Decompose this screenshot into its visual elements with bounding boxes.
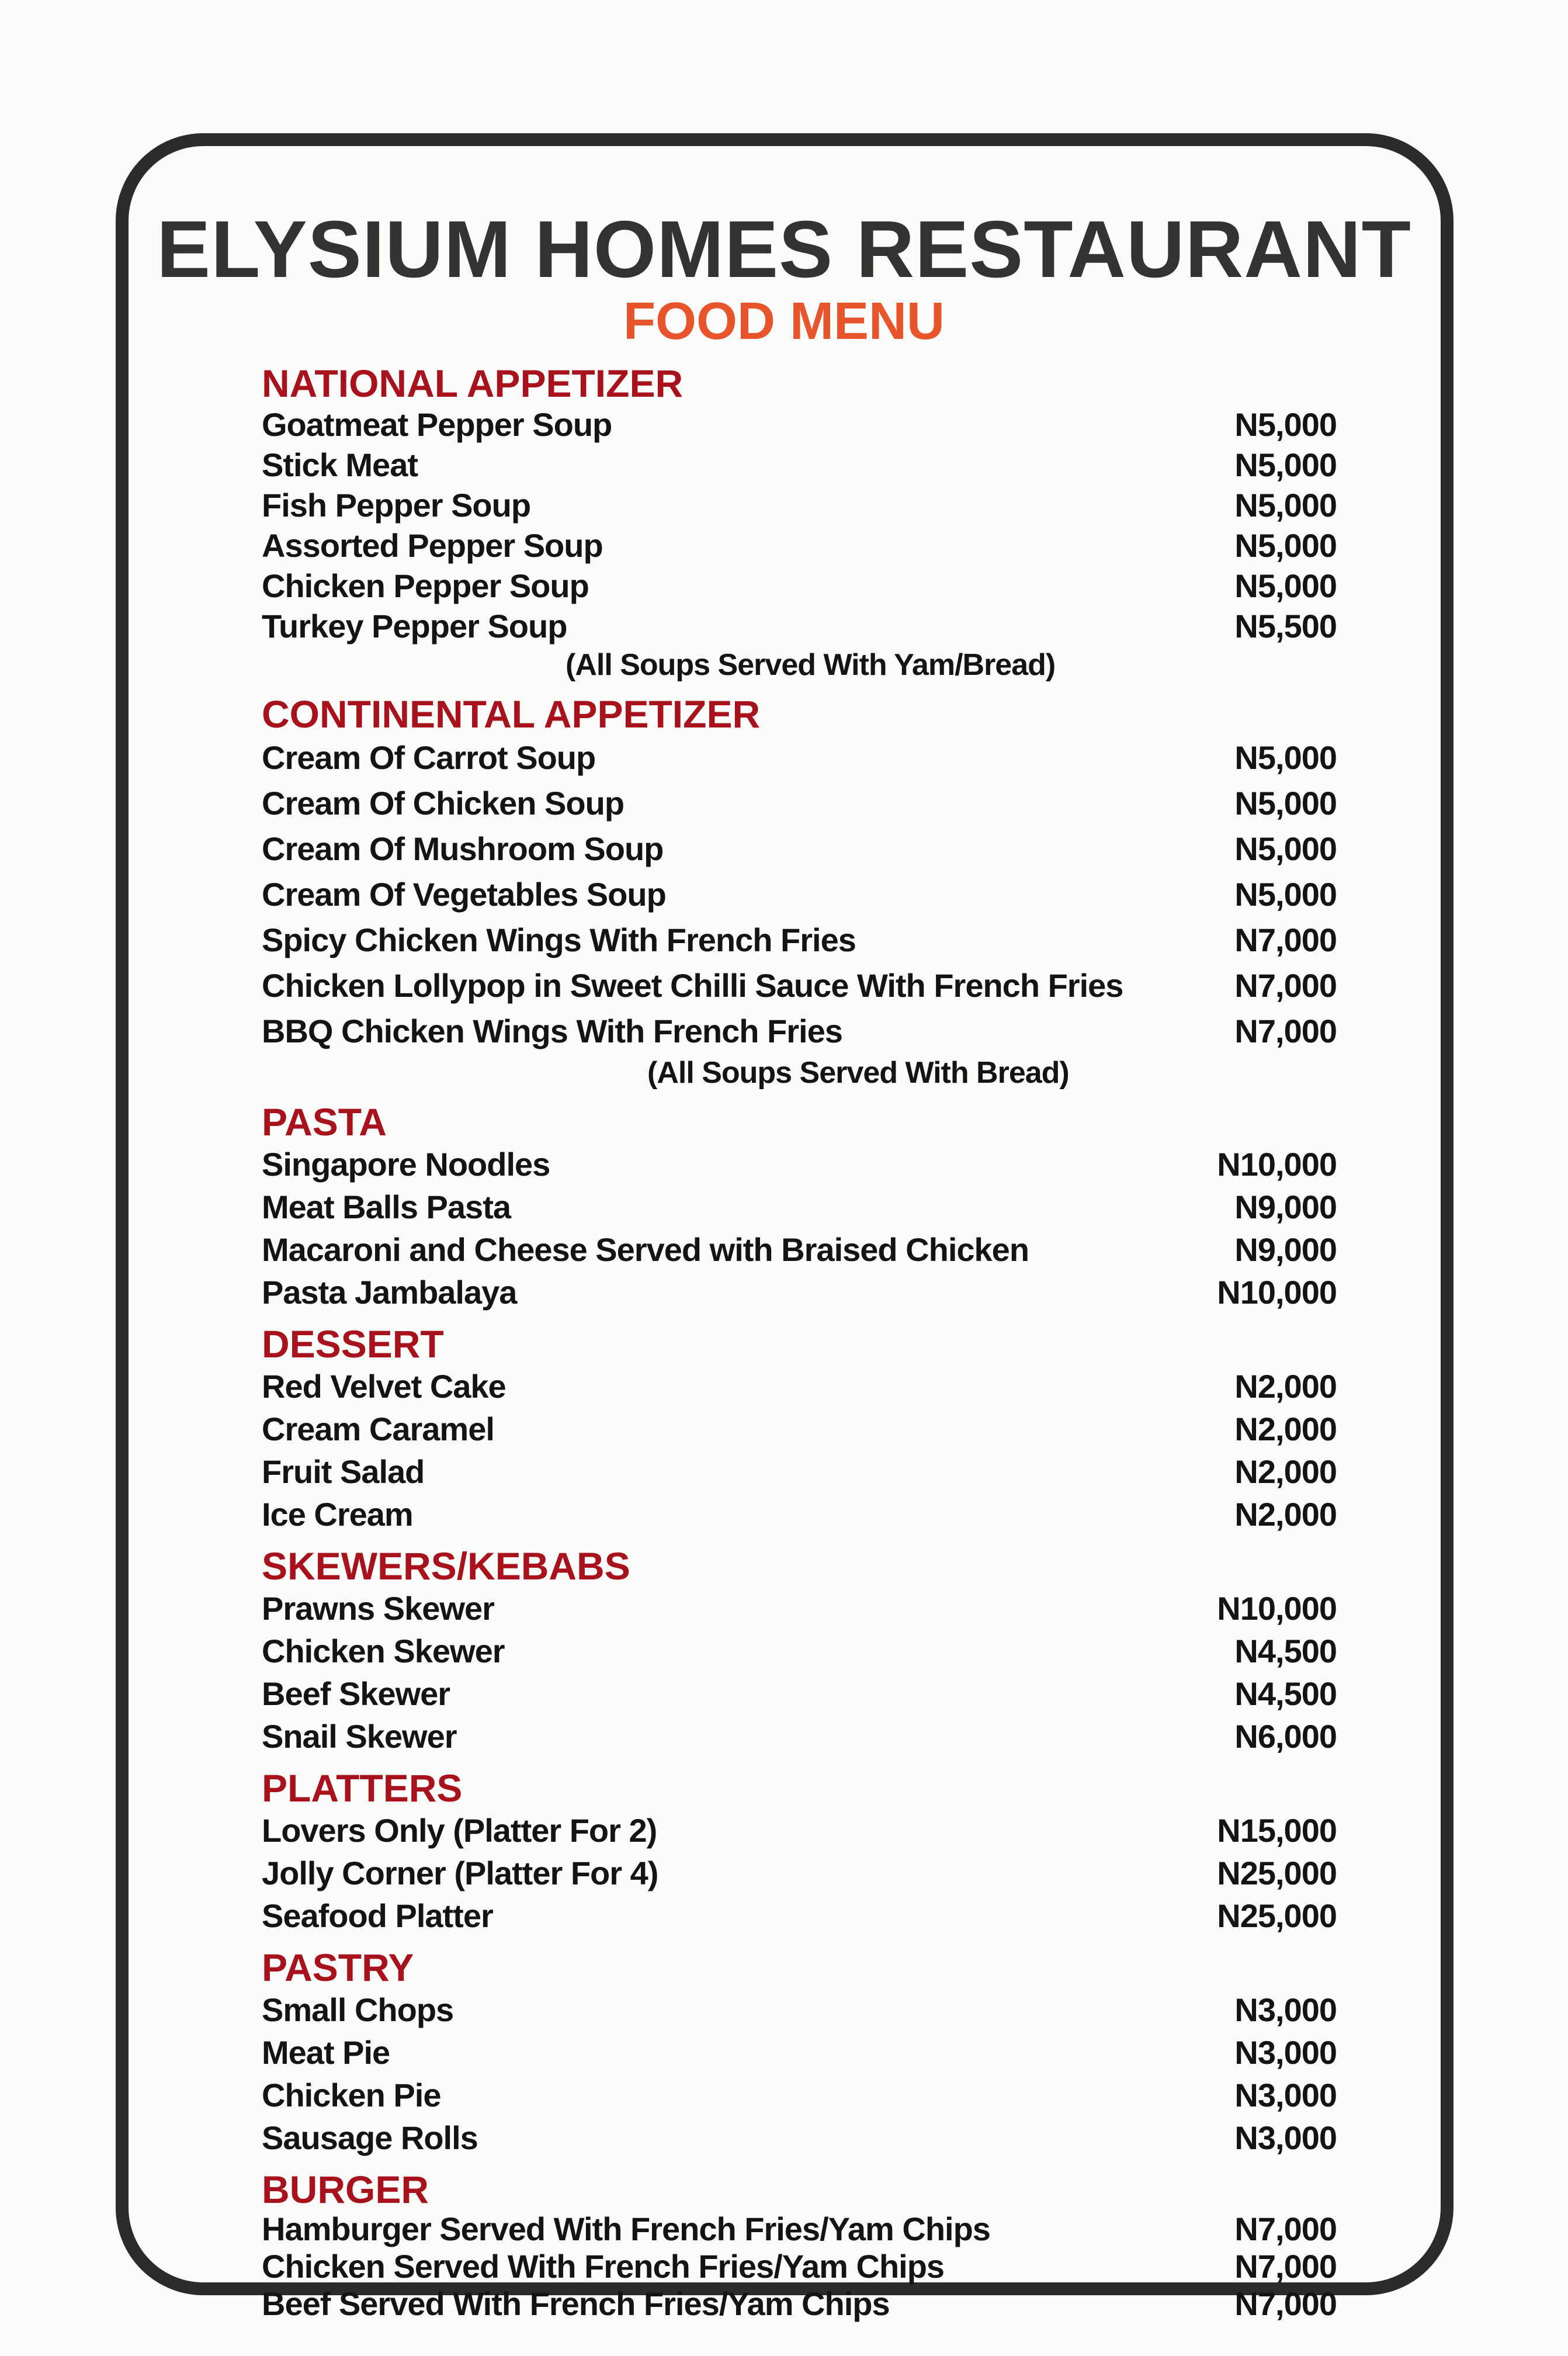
item-price: N10,000 bbox=[1217, 1146, 1337, 1183]
menu-item bbox=[262, 1009, 1337, 1054]
item-price: N9,000 bbox=[1234, 1231, 1337, 1268]
item-price: N7,000 bbox=[1234, 2285, 1337, 2322]
item-price: N25,000 bbox=[1217, 1855, 1337, 1891]
item-name: Hamburger Served With French Fries/Yam Chips bbox=[262, 2211, 990, 2247]
item-name: Macaroni and Cheese Served with Braised Chicken bbox=[262, 1231, 1029, 1268]
item-name: Red Velvet Cake bbox=[262, 1368, 506, 1405]
menu-item bbox=[262, 606, 1337, 646]
menu-item bbox=[262, 2074, 1337, 2116]
section-title: DESSERT bbox=[262, 1322, 444, 1366]
section-title: PLATTERS bbox=[262, 1766, 463, 1810]
item-name: Singapore Noodles bbox=[262, 1146, 550, 1183]
restaurant-title: ELYSIUM HOMES RESTAURANT bbox=[157, 205, 1411, 294]
menu-item bbox=[262, 485, 1337, 525]
menu-item bbox=[262, 2248, 1337, 2285]
item-name: BBQ Chicken Wings With French Fries bbox=[262, 1013, 842, 1049]
item-name: Cream Of Vegetables Soup bbox=[262, 876, 666, 913]
item-price: N10,000 bbox=[1217, 1274, 1337, 1311]
item-price: N2,000 bbox=[1234, 1453, 1337, 1490]
item-name: Prawns Skewer bbox=[262, 1590, 494, 1627]
menu-item bbox=[262, 1672, 1337, 1715]
item-name: Cream Of Mushroom Soup bbox=[262, 830, 664, 867]
menu-list bbox=[262, 362, 1337, 2322]
item-price: N7,000 bbox=[1234, 967, 1337, 1004]
menu-item bbox=[262, 1894, 1337, 1937]
menu-section bbox=[262, 1323, 1337, 1536]
item-name: Ice Cream bbox=[262, 1496, 413, 1533]
item-price: N5,000 bbox=[1234, 527, 1337, 564]
item-price: N5,000 bbox=[1234, 567, 1337, 604]
item-name: Spicy Chicken Wings With French Fries bbox=[262, 921, 856, 958]
item-price: N7,000 bbox=[1234, 2248, 1337, 2285]
menu-section bbox=[262, 693, 1337, 1092]
item-name: Pasta Jambalaya bbox=[262, 1274, 517, 1311]
item-price: N5,000 bbox=[1234, 830, 1337, 867]
item-price: N3,000 bbox=[1234, 2077, 1337, 2114]
item-price: N10,000 bbox=[1217, 1590, 1337, 1627]
item-name: Cream Of Carrot Soup bbox=[262, 739, 596, 776]
menu-section bbox=[262, 2168, 1337, 2323]
menu-item bbox=[262, 525, 1337, 566]
section-title: PASTRY bbox=[262, 1946, 414, 1989]
item-price: N25,000 bbox=[1217, 1897, 1337, 1934]
item-price: N3,000 bbox=[1234, 2119, 1337, 2156]
item-price: N7,000 bbox=[1234, 921, 1337, 958]
item-price: N5,000 bbox=[1234, 739, 1337, 776]
menu-item bbox=[262, 917, 1337, 963]
menu-section bbox=[262, 1946, 1337, 2159]
item-name: Snail Skewer bbox=[262, 1718, 457, 1755]
item-name: Chicken Pie bbox=[262, 2077, 441, 2114]
menu-item bbox=[262, 1587, 1337, 1630]
menu-item bbox=[262, 2285, 1337, 2323]
section-title: CONTINENTAL APPETIZER bbox=[262, 692, 761, 736]
menu-subtitle: FOOD MENU bbox=[623, 292, 945, 351]
section-title: PASTA bbox=[262, 1100, 387, 1144]
item-price: N5,000 bbox=[1234, 406, 1337, 443]
item-name: Meat Balls Pasta bbox=[262, 1189, 511, 1225]
item-name: Beef Served With French Fries/Yam Chips bbox=[262, 2285, 890, 2322]
item-name: Cream Of Chicken Soup bbox=[262, 785, 625, 822]
item-price: N2,000 bbox=[1234, 1368, 1337, 1405]
menu-item bbox=[262, 2211, 1337, 2248]
item-price: N3,000 bbox=[1234, 1991, 1337, 2028]
section-title: SKEWERS/KEBABS bbox=[262, 1544, 630, 1588]
item-price: N3,000 bbox=[1234, 2034, 1337, 2071]
section-title: BURGER bbox=[262, 2168, 429, 2211]
menu-item bbox=[262, 1186, 1337, 1228]
menu-section bbox=[262, 1767, 1337, 1937]
menu-section bbox=[262, 362, 1337, 684]
item-price: N9,000 bbox=[1234, 1189, 1337, 1225]
item-price: N2,000 bbox=[1234, 1411, 1337, 1447]
item-name: Small Chops bbox=[262, 1991, 454, 2028]
item-price: N7,000 bbox=[1234, 2211, 1337, 2247]
section-title: NATIONAL APPETIZER bbox=[262, 362, 684, 405]
menu-item bbox=[262, 872, 1337, 917]
item-name: Fish Pepper Soup bbox=[262, 487, 531, 524]
item-price: N5,500 bbox=[1234, 608, 1337, 645]
item-name: Fruit Salad bbox=[262, 1453, 425, 1490]
menu-item bbox=[262, 1715, 1337, 1758]
menu-section bbox=[262, 1101, 1337, 1314]
menu-item bbox=[262, 566, 1337, 606]
item-price: N15,000 bbox=[1217, 1812, 1337, 1849]
item-price: N5,000 bbox=[1234, 876, 1337, 913]
menu-item bbox=[262, 2031, 1337, 2074]
item-name: Cream Caramel bbox=[262, 1411, 494, 1447]
menu-item bbox=[262, 404, 1337, 445]
menu-item bbox=[262, 735, 1337, 781]
menu-item bbox=[262, 2116, 1337, 2159]
menu-item bbox=[262, 1450, 1337, 1493]
item-name: Jolly Corner (Platter For 4) bbox=[262, 1855, 658, 1891]
menu-item bbox=[262, 826, 1337, 872]
section-note: (All Soups Served With Yam/Bread) bbox=[566, 648, 1056, 682]
item-price: N4,500 bbox=[1234, 1633, 1337, 1669]
item-price: N5,000 bbox=[1234, 785, 1337, 822]
item-name: Stick Meat bbox=[262, 446, 418, 483]
item-price: N2,000 bbox=[1234, 1496, 1337, 1533]
menu-item bbox=[262, 1408, 1337, 1450]
menu-item bbox=[262, 1988, 1337, 2031]
item-name: Chicken Served With French Fries/Yam Chips bbox=[262, 2248, 945, 2285]
item-price: N4,500 bbox=[1234, 1675, 1337, 1712]
item-price: N5,000 bbox=[1234, 446, 1337, 483]
item-name: Chicken Pepper Soup bbox=[262, 567, 589, 604]
menu-item bbox=[262, 1271, 1337, 1314]
menu-item bbox=[262, 963, 1337, 1009]
menu-item bbox=[262, 1852, 1337, 1894]
item-name: Turkey Pepper Soup bbox=[262, 608, 567, 645]
menu-item bbox=[262, 1809, 1337, 1852]
item-price: N7,000 bbox=[1234, 1013, 1337, 1049]
menu-item bbox=[262, 1630, 1337, 1672]
item-name: Goatmeat Pepper Soup bbox=[262, 406, 612, 443]
menu-item bbox=[262, 781, 1337, 826]
menu-item bbox=[262, 1493, 1337, 1536]
item-price: N5,000 bbox=[1234, 487, 1337, 524]
menu-section bbox=[262, 1545, 1337, 1758]
item-name: Seafood Platter bbox=[262, 1897, 493, 1934]
item-name: Chicken Lollypop in Sweet Chilli Sauce With French Fries bbox=[262, 967, 1123, 1004]
menu-item bbox=[262, 445, 1337, 485]
menu-item bbox=[262, 1228, 1337, 1271]
item-name: Lovers Only (Platter For 2) bbox=[262, 1812, 657, 1849]
item-price: N6,000 bbox=[1234, 1718, 1337, 1755]
menu-item bbox=[262, 1143, 1337, 1186]
section-note: (All Soups Served With Bread) bbox=[647, 1056, 1069, 1090]
item-name: Meat Pie bbox=[262, 2034, 390, 2071]
item-name: Chicken Skewer bbox=[262, 1633, 505, 1669]
item-name: Assorted Pepper Soup bbox=[262, 527, 603, 564]
item-name: Sausage Rolls bbox=[262, 2119, 478, 2156]
item-name: Beef Skewer bbox=[262, 1675, 450, 1712]
menu-item bbox=[262, 1365, 1337, 1408]
